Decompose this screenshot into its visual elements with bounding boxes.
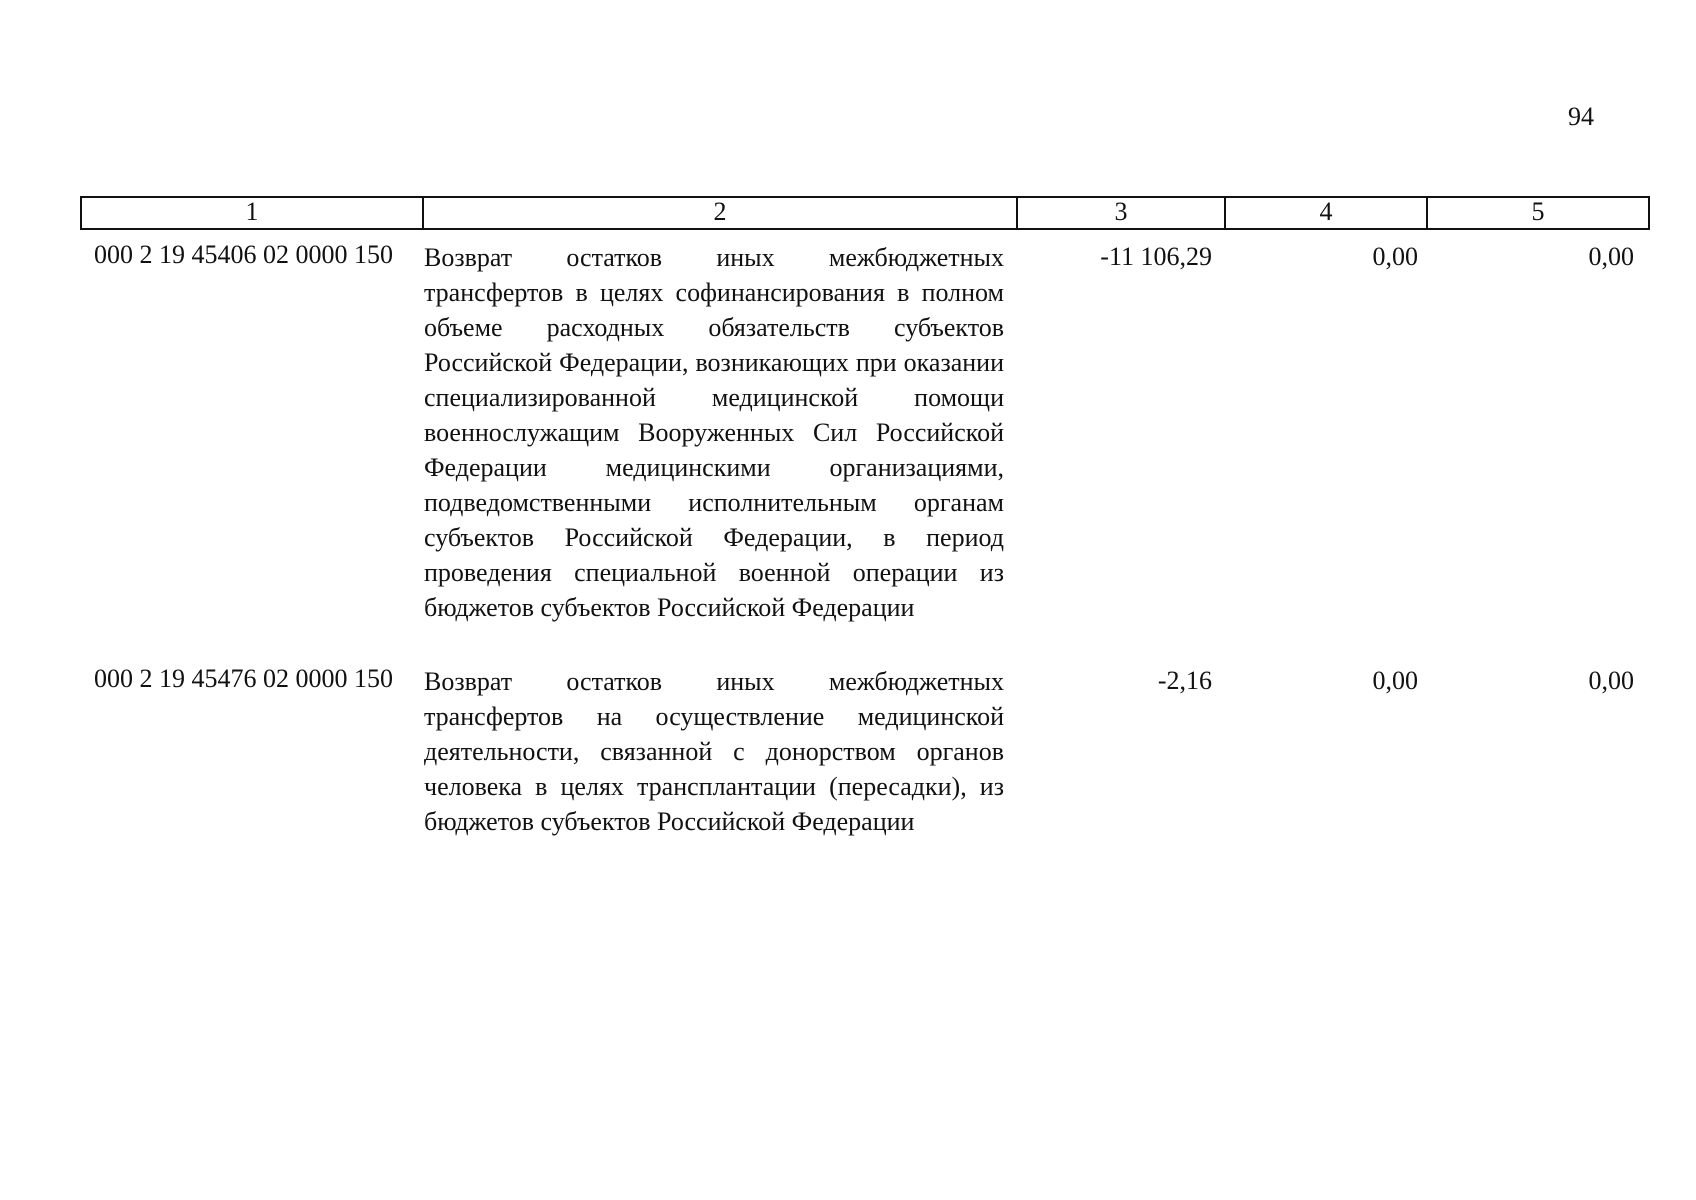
table-header bbox=[80, 196, 1650, 230]
value-col-5: 0,00 bbox=[1588, 666, 1634, 695]
header-col-1: 1 bbox=[80, 196, 424, 230]
page-number: 94 bbox=[1568, 102, 1594, 131]
budget-code: 000 2 19 45406 02 0000 150 bbox=[94, 240, 393, 269]
value-col-3: -11 106,29 bbox=[1100, 242, 1212, 271]
header-col-3: 3 bbox=[1016, 196, 1226, 230]
row-description: Возврат остатков иных межбюджетных трансфертов на осуществление медицинской деятельности, связанной с донорством органов человека в целях трансплантации (пересадки), из бюджетов субъектов Российской Федерации bbox=[424, 667, 1004, 836]
header-col-2: 2 bbox=[422, 196, 1018, 230]
header-col-4: 4 bbox=[1224, 196, 1428, 230]
budget-code: 000 2 19 45476 02 0000 150 bbox=[94, 664, 393, 693]
header-col-5: 5 bbox=[1426, 196, 1650, 230]
row-description: Возврат остатков иных межбюджетных трансфертов в целях софинансирования в полном объеме расходных обязательств субъектов Российской Федерации, возникающих при оказании специализированной медицинской помощи военнослужащим Вооруженных Сил Российской Федерации медицинскими организациями, подведомственными исполнительным органам субъектов Российской Федерации, в период проведения специальной военной операции из бюджетов субъектов Российской Федерации bbox=[424, 243, 1004, 622]
value-col-3: -2,16 bbox=[1157, 666, 1212, 695]
value-col-5: 0,00 bbox=[1588, 242, 1634, 271]
value-col-4: 0,00 bbox=[1372, 666, 1418, 695]
value-col-4: 0,00 bbox=[1372, 242, 1418, 271]
